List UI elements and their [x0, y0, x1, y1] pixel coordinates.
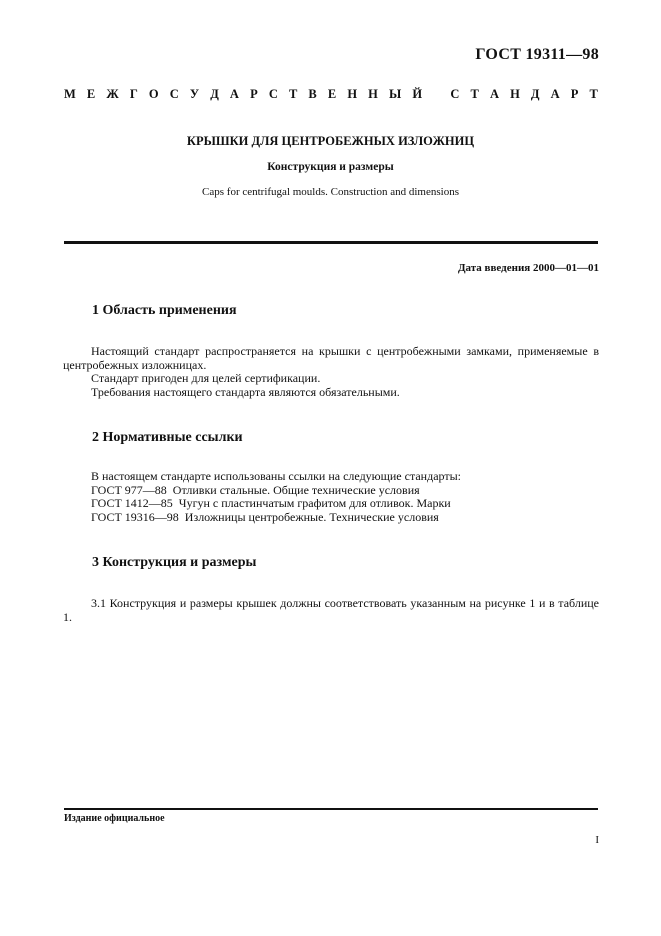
footer-divider	[64, 808, 598, 810]
banner-letter: Т	[288, 87, 298, 101]
header-divider	[64, 241, 598, 244]
banner-letter: Й	[412, 87, 423, 101]
banner-letter: Е	[327, 87, 337, 101]
banner-word-gap	[433, 87, 439, 102]
banner-letter: В	[308, 87, 317, 101]
banner-letter: Е	[86, 87, 96, 101]
document-title: КРЫШКИ ДЛЯ ЦЕНТРОБЕЖНЫХ ИЗЛОЖНИЦ	[186, 134, 475, 148]
banner-letter: О	[148, 87, 159, 101]
banner-letter: Д	[530, 87, 540, 101]
reference-item: ГОСТ 977—88 Отливки стальные. Общие технические условия	[91, 482, 420, 497]
section-construction-body	[63, 597, 599, 624]
banner-letter: Н	[510, 87, 520, 101]
document-subtitle: Конструкция и размеры	[267, 161, 394, 173]
banner-letter: Ж	[106, 87, 119, 101]
section-heading-scope: 1 Область применения	[92, 303, 237, 318]
banner-letter: Н	[368, 87, 378, 101]
paragraph: Стандарт пригоден для целей сертификации.	[91, 371, 321, 385]
interstate-standard-banner	[64, 87, 598, 102]
banner-letter: С	[268, 87, 278, 101]
paragraph: Настоящий стандарт распространяется на крышки с центробежными замками, применяемые в центробежных изложницах.	[63, 344, 599, 372]
banner-letter: Н	[347, 87, 358, 101]
references-intro: В настоящем стандарте использованы ссылки на следующие стандарты:	[91, 469, 462, 483]
banner-letter: Р	[570, 87, 579, 101]
paragraph: Требования настоящего стандарта являются обязательными.	[91, 384, 400, 399]
standard-number: ГОСТ 19311—98	[475, 46, 599, 63]
banner-letter: Т	[589, 87, 598, 101]
introduction-date: Дата введения 2000—01—01	[457, 262, 599, 274]
banner-letter: А	[550, 87, 560, 101]
banner-letter: С	[450, 87, 460, 101]
normative-references-list	[91, 470, 611, 524]
banner-letter: М	[64, 87, 76, 101]
banner-letter: Д	[210, 87, 219, 101]
banner-letter: Т	[470, 87, 479, 101]
banner-letter: Ы	[389, 87, 402, 101]
banner-letter: У	[189, 87, 200, 101]
reference-item: ГОСТ 1412—85 Чугун с пластинчатым графитом для отливок. Марки	[91, 496, 451, 510]
banner-letter: А	[489, 87, 499, 101]
banner-letter: Г	[129, 87, 138, 101]
section-heading-normative-references: 2 Нормативные ссылки	[92, 430, 243, 445]
paragraph: 3.1 Конструкция и размеры крышек должны соответствовать указанным на рисунке 1 и в таблице 1.	[63, 596, 599, 624]
section-scope-body	[63, 345, 599, 399]
english-title: Caps for centrifugal moulds. Construction and dimensions	[202, 186, 459, 198]
banner-letter: А	[229, 87, 239, 101]
section-heading-construction: 3 Конструкция и размеры	[92, 555, 257, 570]
page-number: I	[595, 834, 599, 846]
banner-letter: Р	[250, 87, 258, 101]
reference-item: ГОСТ 19316—98 Изложницы центробежные. Технические условия	[91, 509, 439, 524]
edition-label: Издание официальное	[64, 813, 165, 824]
banner-letter: С	[169, 87, 179, 101]
